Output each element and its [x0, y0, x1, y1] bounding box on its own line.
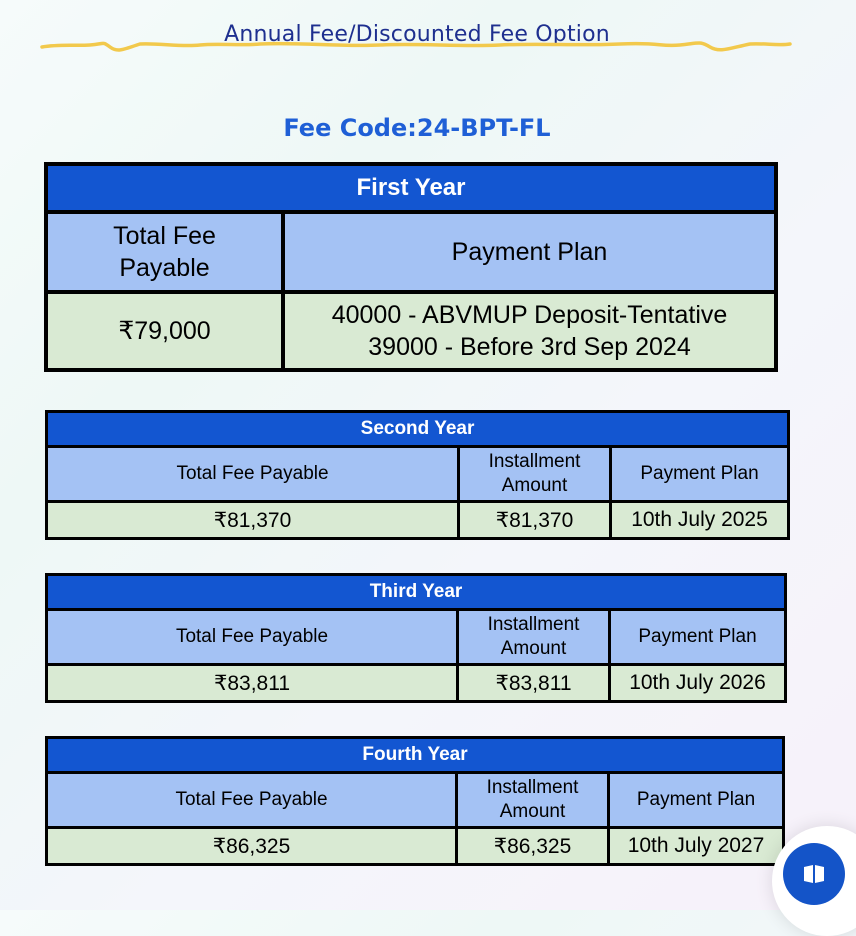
table-title: First Year — [46, 164, 776, 212]
column-header-installment: Installment Amount — [458, 610, 610, 665]
column-header-installment: Installment Amount — [457, 773, 609, 828]
column-header-total-fee: Total Fee Payable — [47, 447, 459, 502]
installment-value: ₹86,325 — [457, 828, 609, 865]
first-year-table — [44, 162, 778, 372]
squiggle-underline — [40, 38, 792, 54]
column-header-payment-plan: Payment Plan — [611, 447, 789, 502]
payment-plan-value: 10th July 2025 — [611, 502, 789, 539]
payment-plan-value — [283, 292, 776, 370]
book-icon — [802, 862, 826, 886]
installment-value: ₹81,370 — [459, 502, 611, 539]
table-title: Second Year — [47, 412, 789, 447]
payment-plan-line: 40000 - ABVMUP Deposit-Tentative — [331, 301, 728, 329]
table-title: Third Year — [47, 575, 786, 610]
column-header-payment-plan: Payment Plan — [609, 773, 784, 828]
column-header-total-fee: Total Fee Payable — [47, 773, 457, 828]
fee-code: Fee Code:24-BPT-FL — [283, 114, 551, 142]
third-year-table — [45, 573, 787, 703]
fourth-year-table — [45, 736, 785, 866]
column-header-total-fee: Total Fee Payable — [46, 212, 283, 292]
column-header-payment-plan: Payment Plan — [283, 212, 776, 292]
total-fee-value: ₹83,811 — [47, 665, 458, 702]
column-header-payment-plan: Payment Plan — [610, 610, 786, 665]
payment-plan-value: 10th July 2027 — [609, 828, 784, 865]
payment-plan-value: 10th July 2026 — [610, 665, 786, 702]
column-header-installment: Installment Amount — [459, 447, 611, 502]
total-fee-value: ₹81,370 — [47, 502, 459, 539]
payment-plan-line: 39000 - Before 3rd Sep 2024 — [368, 333, 691, 361]
brochure-button[interactable] — [783, 843, 845, 905]
table-title: Fourth Year — [47, 738, 784, 773]
column-header-total-fee: Total Fee Payable — [47, 610, 458, 665]
second-year-table — [45, 410, 790, 540]
section-heading: Annual Fee/Discounted Fee Option — [224, 22, 610, 47]
total-fee-value: ₹86,325 — [47, 828, 457, 865]
installment-value: ₹83,811 — [458, 665, 610, 702]
total-fee-value: ₹79,000 — [46, 292, 283, 370]
